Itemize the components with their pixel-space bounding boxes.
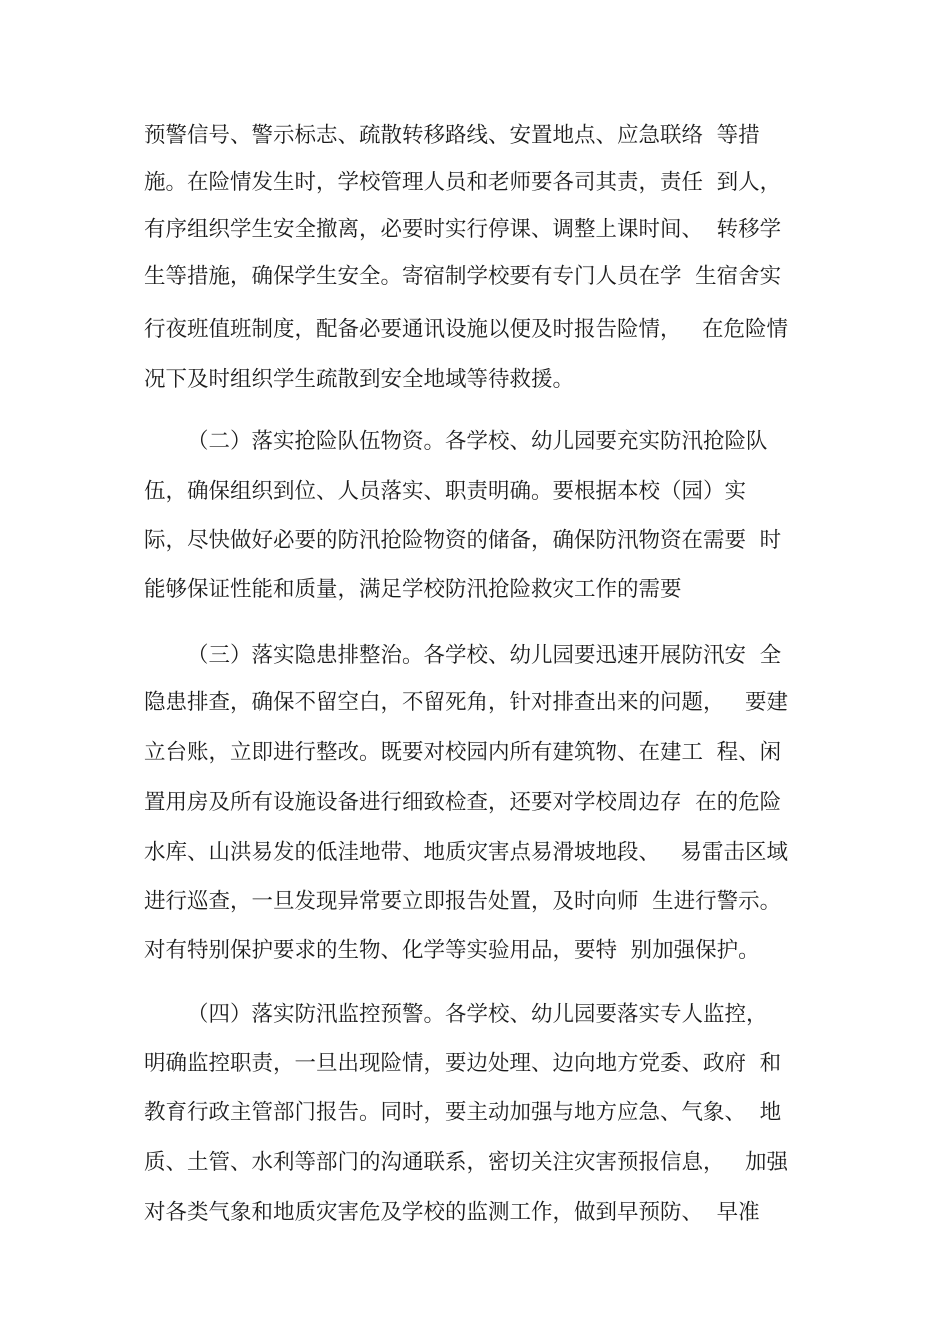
text-line: 伍，确保组织到位、人员落实、职责明确。要根据本校（园）实 [144,479,747,504]
text-line: 行夜班值班制度，配备必要通讯设施以便及时报告险情， 在危险情 [144,317,789,342]
text-line: 预警信号、警示标志、疏散转移路线、安置地点、应急联络 等措 [144,123,760,148]
text-line: 能够保证性能和质量，满足学校防汛抢险救灾工作的需要 [144,577,682,602]
text-line: 有序组织学生安全撤离，必要时实行停课、调整上课时间、 转移学 [144,217,782,242]
text-line: 教育行政主管部门报告。同时，要主动加强与地方应急、气象、 地 [144,1100,782,1125]
text-line: 明确监控职责，一旦出现险情，要边处理、边向地方党委、政府 和 [144,1051,782,1076]
text-line: 对有特别保护要求的生物、化学等实验用品，要特 别加强保护。 [144,938,760,963]
text-line: 对各类气象和地质灾害危及学校的监测工作，做到早预防、 早准 [144,1200,760,1225]
text-line: 进行巡查，一旦发现异常要立即报告处置，及时向师 生进行警示。 [144,889,782,914]
paragraph-heading-line: （四）落实防汛监控预警。各学校、幼儿园要落实专人监控， [187,1002,768,1027]
text-line: 水库、山洪易发的低洼地带、地质灾害点易滑坡地段、 易雷击区域 [144,840,789,865]
paragraph-heading-line: （三）落实隐患排整治。各学校、幼儿园要迅速开展防汛安 全 [187,643,782,668]
text-line: 立台账，立即进行整改。既要对校园内所有建筑物、在建工 程、闲 [144,740,782,765]
text-line: 际，尽快做好必要的防汛抢险物资的储备，确保防汛物资在需要 时 [144,528,782,553]
text-line: 质、土管、水利等部门的沟通联系，密切关注灾害预报信息， 加强 [144,1150,789,1175]
text-line: 况下及时组织学生疏散到安全地域等待救援。 [144,367,575,392]
text-line: 隐患排查，确保不留空白，不留死角，针对排查出来的问题， 要建 [144,690,789,715]
text-line: 生等措施，确保学生安全。寄宿制学校要有专门人员在学 生宿舍实 [144,264,782,289]
text-line: 施。在险情发生时，学校管理人员和老师要各司其责，责任 到人， [144,170,782,195]
text-line: 置用房及所有设施设备进行细致检查，还要对学校周边存 在的危险 [144,790,782,815]
paragraph-heading-line: （二）落实抢险队伍物资。各学校、幼儿园要充实防汛抢险队 [187,429,768,454]
